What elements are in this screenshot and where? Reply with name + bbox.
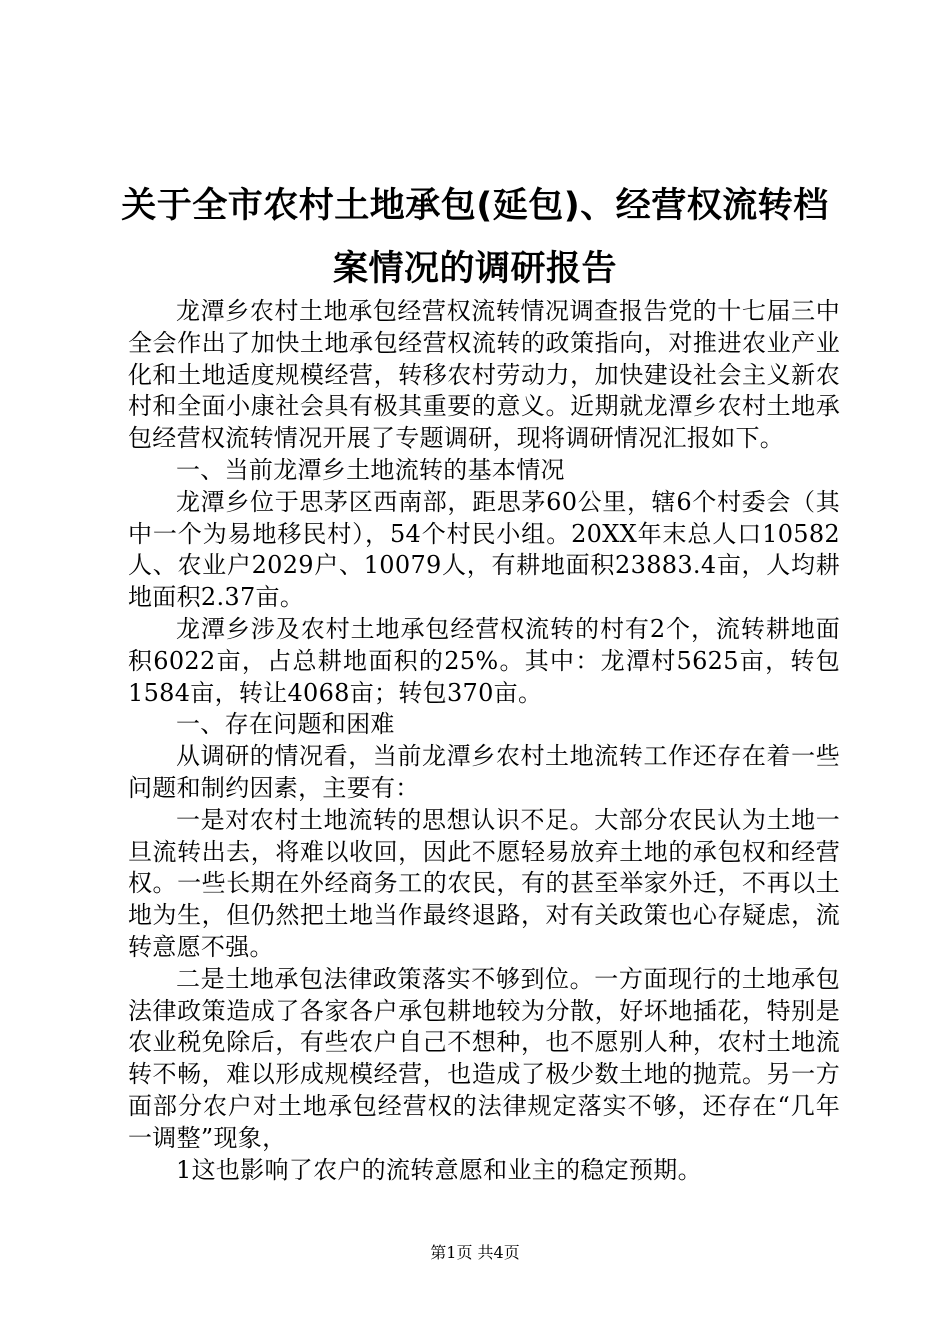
document-title-line-2: 案情况的调研报告	[332, 249, 617, 289]
page-number-footer: 第1页 共4页	[430, 1243, 520, 1262]
paragraph-transfer-area: 龙潭乡涉及农村土地承包经营权流转的村有2个，流转耕地面积6022亩，占总耕地面积的25%。其中：龙潭村5625亩，转包1584亩，转让4068亩；转包370亩。	[128, 614, 840, 707]
paragraph-problem-one: 一是对农村土地流转的思想认识不足。大部分农民认为土地一旦流转出去，将难以收回，因此不愿轻易放弃土地的承包权和经营权。一些长期在外经商务工的农民，有的甚至举家外迁，不再以土地为生，但仍然把土地当作最终退路，对有关政策也心存疑虑，流转意愿不强。	[128, 805, 840, 961]
document-body	[128, 296, 840, 1186]
paragraph-problem-two: 二是土地承包法律政策落实不够到位。一方面现行的土地承包法律政策造成了各家各户承包耕地较为分散，好坏地插花，特别是农业税免除后，有些农户自己不想种，也不愿别人种，农村土地流转不畅，难以形成规模经营，也造成了极少数土地的抛荒。另一方面部分农户对土地承包经营权的法律规定落实不够，还存在“几年一调整”现象，	[128, 964, 840, 1152]
section-heading-basic-situation: 一、当前龙潭乡土地流转的基本情况	[176, 455, 565, 484]
document-title-line-1: 关于全市农村土地承包(延包)、经营权流转档	[121, 186, 829, 226]
section-heading-problems: 一、存在问题和困难	[176, 710, 395, 739]
paragraph-continuation: 1这也影响了农户的流转意愿和业主的稳定预期。	[176, 1155, 702, 1184]
paragraph-problems-intro: 从调研的情况看，当前龙潭乡农村土地流转工作还存在着一些问题和制约因素，主要有：	[128, 742, 840, 802]
paragraph-intro: 龙潭乡农村土地承包经营权流转情况调查报告党的十七届三中全会作出了加快土地承包经营权流转的政策指向，对推进农业产业化和土地适度规模经营，转移农村劳动力，加快建设社会主义新农村和全面小康社会具有极其重要的意义。近期就龙潭乡农村土地承包经营权流转情况开展了专题调研，现将调研情况汇报如下。	[128, 297, 840, 453]
paragraph-location: 龙潭乡位于思茅区西南部，距思茅60公里，辖6个村委会（其中一个为易地移民村），54个村民小组。20XX年末总人口10582人、农业户2029户、10079人，有耕地面积23883.4亩，人均耕地面积2.37亩。	[128, 487, 840, 612]
